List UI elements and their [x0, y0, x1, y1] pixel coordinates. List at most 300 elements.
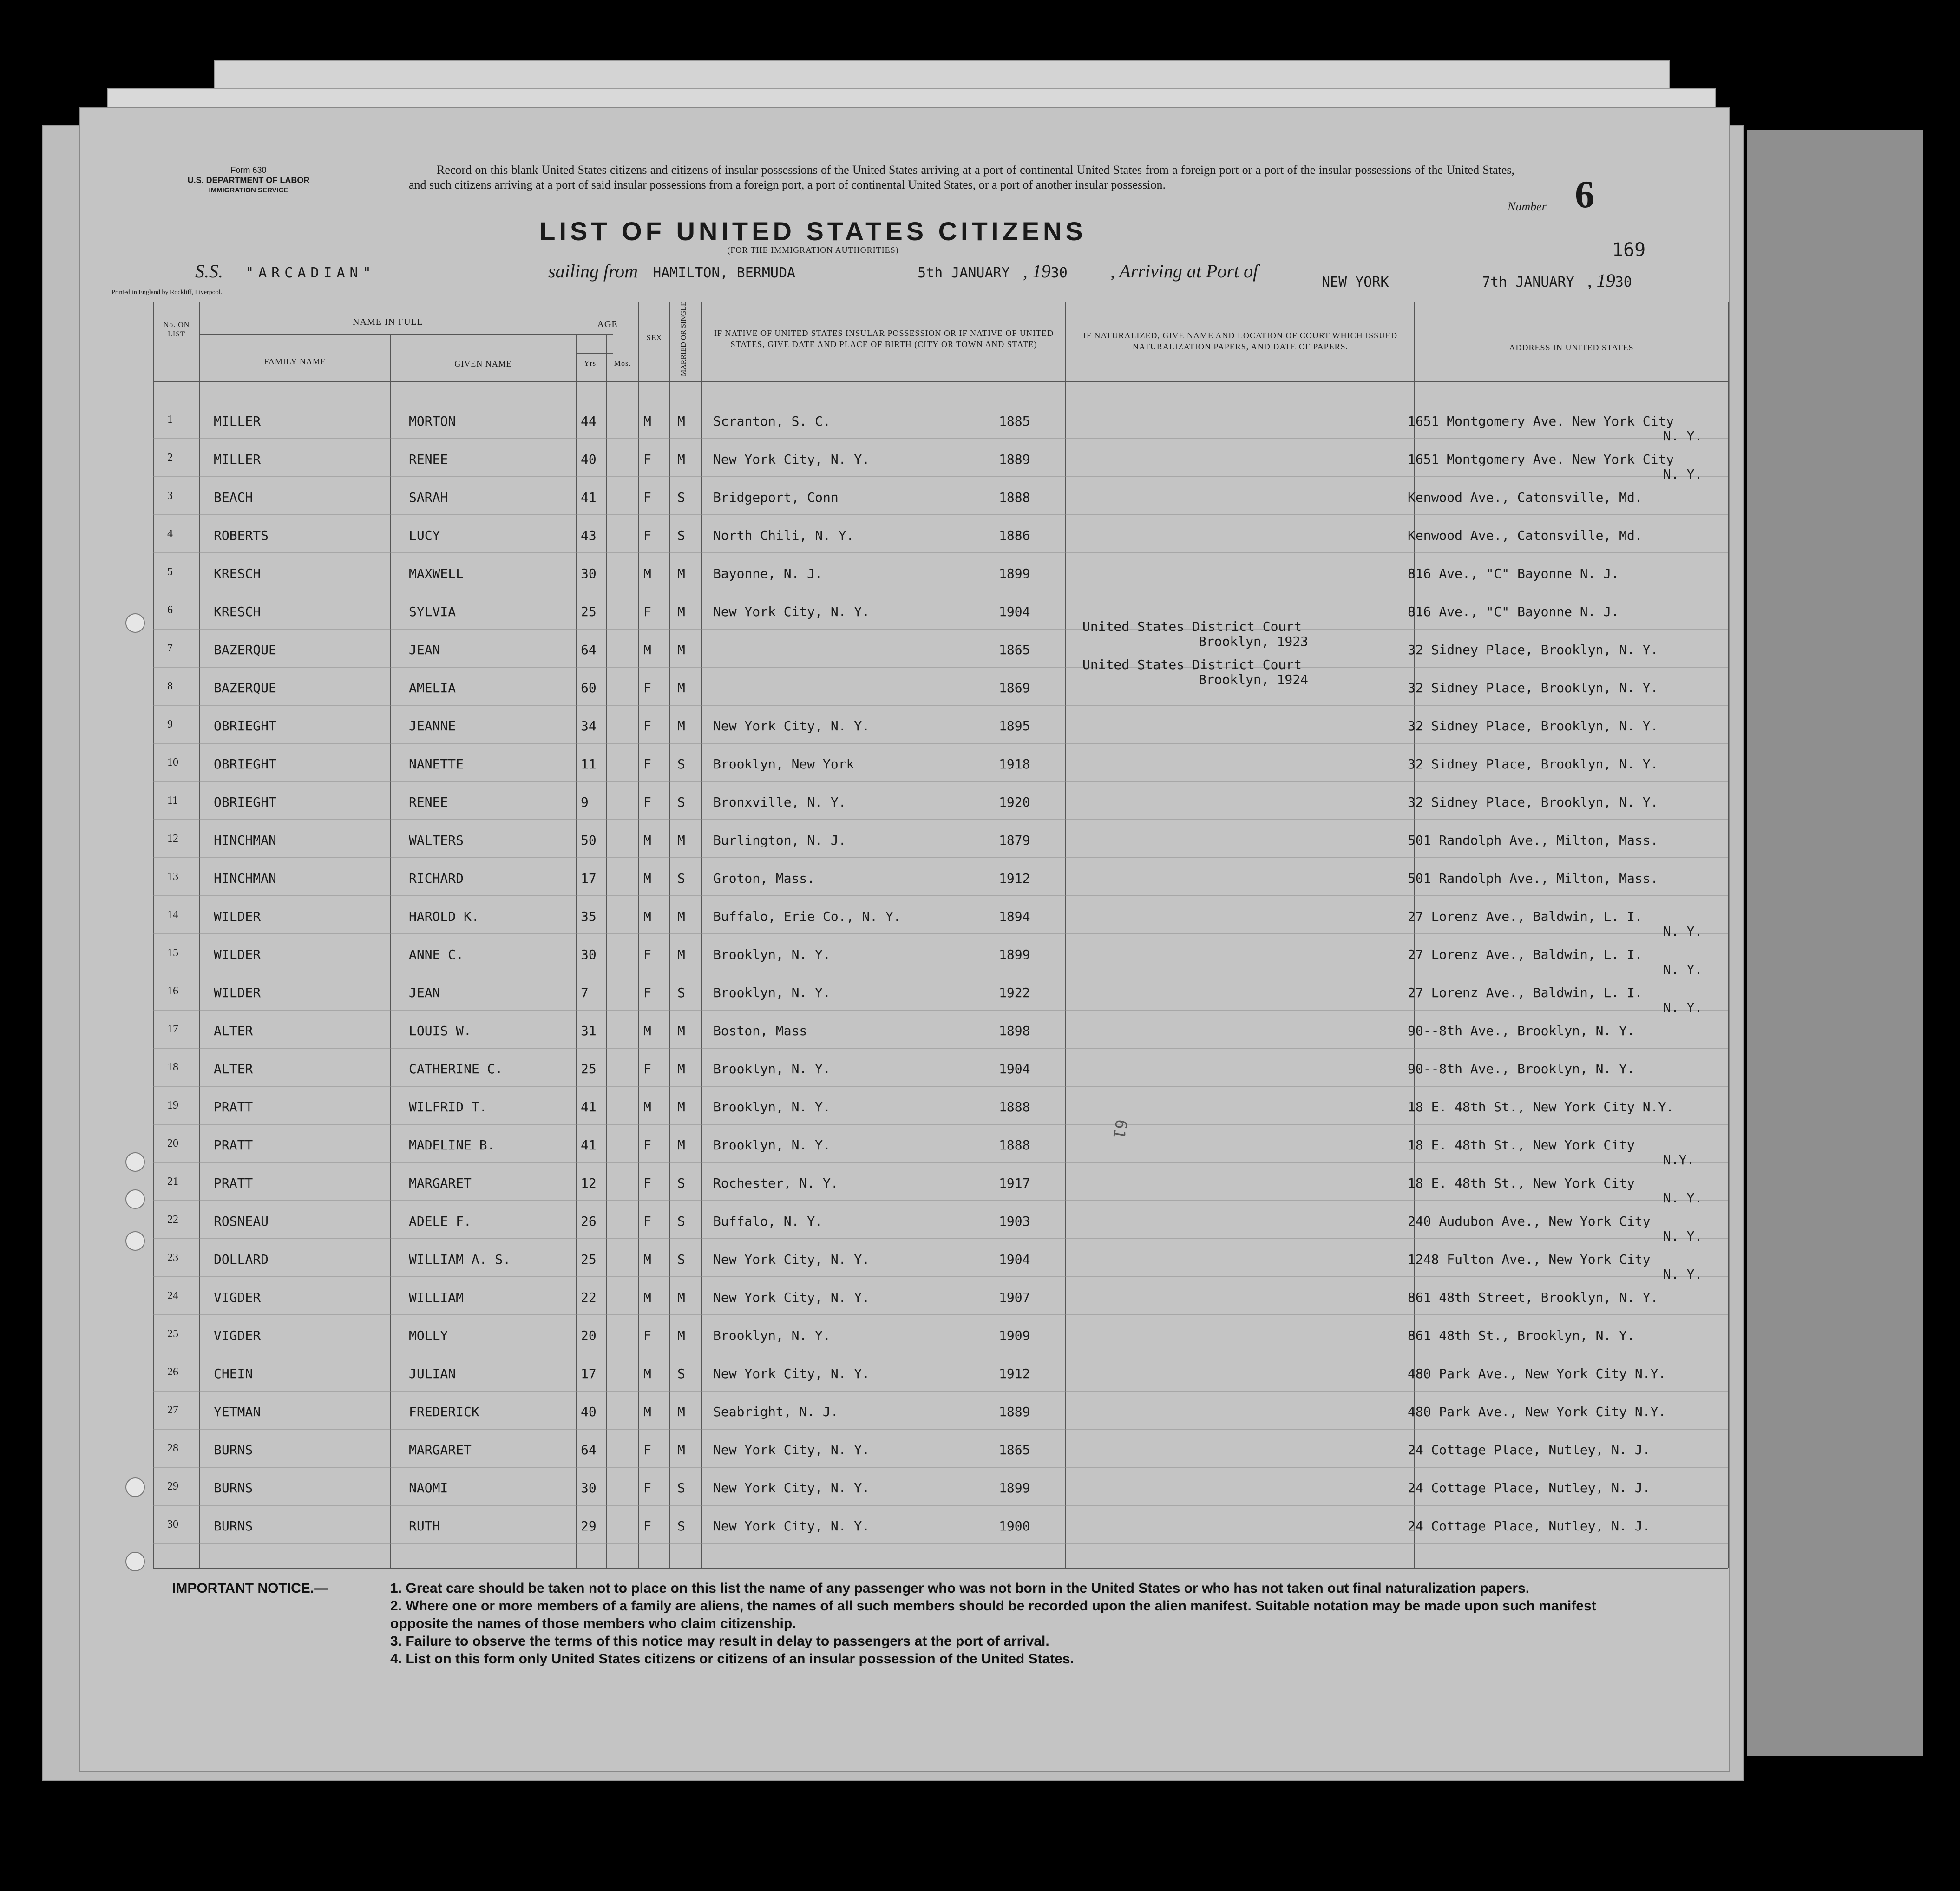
row-number: 9: [167, 718, 173, 730]
sex: M: [643, 833, 651, 848]
age-years: 30: [581, 1480, 597, 1496]
address: 27 Lorenz Ave., Baldwin, L. I.: [1408, 909, 1643, 924]
age-years: 34: [581, 718, 597, 734]
birth-year: 1904: [999, 1061, 1030, 1077]
age-years: 30: [581, 566, 597, 581]
arrival-date: [1482, 269, 1632, 291]
given-name: AMELIA: [409, 680, 456, 696]
birth-place: Groton, Mass.: [713, 871, 815, 886]
birth-year: 1879: [999, 833, 1030, 848]
age-years: 25: [581, 604, 597, 619]
family-name: VIGDER: [214, 1328, 261, 1343]
page-subtitle: (FOR THE IMMIGRATION AUTHORITIES): [727, 245, 899, 255]
given-name: JEANNE: [409, 718, 456, 734]
marital-status: M: [677, 1442, 685, 1458]
col-header-age: AGE: [597, 319, 618, 329]
sailing-from-label: sailing from: [548, 261, 638, 282]
given-name: WILLIAM: [409, 1290, 464, 1305]
row-number: 24: [167, 1290, 178, 1302]
sex: F: [643, 1328, 651, 1343]
row-number: 16: [167, 985, 178, 997]
col-header-married-single: MARRIED OR SINGLE: [680, 302, 688, 376]
birth-place: Brooklyn, N. Y.: [713, 1137, 831, 1153]
sex: M: [643, 642, 651, 657]
age-years: 64: [581, 1442, 597, 1458]
given-name: MOLLY: [409, 1328, 448, 1343]
binder-hole: [125, 1552, 145, 1571]
birth-place: New York City, N. Y.: [713, 1366, 870, 1381]
row-number: 21: [167, 1175, 178, 1188]
marital-status: M: [677, 1137, 685, 1153]
row-number: 2: [167, 452, 173, 464]
given-name: NAOMI: [409, 1480, 448, 1496]
col-header-yrs: Yrs.: [583, 360, 599, 368]
marital-status: S: [677, 1366, 685, 1381]
address: 32 Sidney Place, Brooklyn, N. Y.: [1408, 642, 1658, 657]
marital-status: S: [677, 985, 685, 1000]
address-line-2: N. Y.: [1663, 962, 1703, 977]
address: 480 Park Ave., New York City N.Y.: [1408, 1366, 1666, 1381]
marital-status: M: [677, 1023, 685, 1038]
stamp-mark: 61: [1109, 1118, 1131, 1140]
age-years: 17: [581, 1366, 597, 1381]
marital-status: M: [677, 1404, 685, 1419]
given-name: RENEE: [409, 794, 448, 810]
marital-status: S: [677, 528, 685, 543]
row-number: 11: [167, 794, 178, 807]
birth-year: 1912: [999, 1366, 1030, 1381]
family-name: BAZERQUE: [214, 642, 276, 657]
row-number: 20: [167, 1137, 178, 1149]
arrival-port: NEW YORK: [1322, 274, 1389, 290]
departure-day: 5th JANUARY: [918, 265, 1010, 281]
col-header-given-name: GIVEN NAME: [454, 359, 512, 368]
sex: F: [643, 528, 651, 543]
birth-place: Buffalo, Erie Co., N. Y.: [713, 909, 901, 924]
birth-place: Brooklyn, N. Y.: [713, 1099, 831, 1115]
birth-place: Brooklyn, N. Y.: [713, 985, 831, 1000]
number-value: 6: [1575, 173, 1594, 216]
age-years: 41: [581, 1137, 597, 1153]
notice-item-4: 4. List on this form only United States citizens or citizens of an insular possession of the United States.: [390, 1651, 1074, 1667]
address: 816 Ave., "C" Bayonne N. J.: [1408, 566, 1619, 581]
family-name: WILDER: [214, 947, 261, 962]
address: 32 Sidney Place, Brooklyn, N. Y.: [1408, 718, 1658, 734]
row-number: 8: [167, 680, 173, 692]
age-years: 35: [581, 909, 597, 924]
row-number: 6: [167, 604, 173, 616]
birth-year: 1918: [999, 756, 1030, 772]
row-number: 19: [167, 1099, 178, 1111]
family-name: MILLER: [214, 414, 261, 429]
sex: F: [643, 1518, 651, 1534]
family-name: OBRIEGHT: [214, 718, 276, 734]
row-number: 14: [167, 909, 178, 921]
sex: M: [643, 1366, 651, 1381]
age-years: 29: [581, 1518, 597, 1534]
col-header-family-name: FAMILY NAME: [264, 357, 326, 366]
birth-year: 1909: [999, 1328, 1030, 1343]
sex: F: [643, 1480, 651, 1496]
row-number: 1: [167, 414, 173, 426]
family-name: MILLER: [214, 452, 261, 467]
arrival-year-suffix: 30: [1615, 274, 1632, 290]
address: 18 E. 48th St., New York City N.Y.: [1408, 1099, 1674, 1115]
sex: F: [643, 490, 651, 505]
marital-status: M: [677, 452, 685, 467]
family-name: WILDER: [214, 909, 261, 924]
age-years: 7: [581, 985, 589, 1000]
address: 24 Cottage Place, Nutley, N. J.: [1408, 1442, 1651, 1458]
number-label: Number: [1508, 200, 1547, 213]
address: 1651 Montgomery Ave. New York City: [1408, 452, 1674, 467]
row-number: 25: [167, 1328, 178, 1340]
row-number: 12: [167, 833, 178, 845]
birth-year: 1865: [999, 1442, 1030, 1458]
address: 861 48th Street, Brooklyn, N. Y.: [1408, 1290, 1658, 1305]
birth-year: 1898: [999, 1023, 1030, 1038]
age-years: 40: [581, 1404, 597, 1419]
row-number: 10: [167, 756, 178, 768]
printer-imprint: Printed in England by Rockliff, Liverpool.: [111, 289, 223, 296]
age-years: 22: [581, 1290, 597, 1305]
family-name: KRESCH: [214, 604, 261, 619]
sex: M: [643, 1252, 651, 1267]
marital-status: M: [677, 414, 685, 429]
record-instruction: Record on this blank United States citizens and citizens of insular possessions of the United States arriving at a port of continental United States from a foreign port or a port of the insular possessions of the United States, and such citizens arriving at a port of said insular possessions from a foreign port, a port of continental United States, or a port of another insular possession.: [409, 163, 1514, 191]
departure-year-prefix: , 19: [1023, 261, 1051, 282]
birth-place: Scranton, S. C.: [713, 414, 831, 429]
notice-item-3: 3. Failure to observe the terms of this notice may result in delay to passengers at the port of arrival.: [390, 1634, 1049, 1649]
family-name: YETMAN: [214, 1404, 261, 1419]
address: 32 Sidney Place, Brooklyn, N. Y.: [1408, 756, 1658, 772]
family-name: ALTER: [214, 1061, 253, 1077]
marital-status: S: [677, 871, 685, 886]
age-years: 26: [581, 1214, 597, 1229]
given-name: HAROLD K.: [409, 909, 479, 924]
birth-year: 1899: [999, 947, 1030, 962]
sex: M: [643, 414, 651, 429]
age-years: 9: [581, 794, 589, 810]
family-name: BURNS: [214, 1442, 253, 1458]
age-years: 44: [581, 414, 597, 429]
notice-item-1: 1. Great care should be taken not to place on this list the name of any passenger who was not born in the United States or who has not taken out final naturalization papers.: [390, 1581, 1530, 1596]
given-name: WILFRID T.: [409, 1099, 487, 1115]
birth-place: North Chili, N. Y.: [713, 528, 854, 543]
address: 18 E. 48th St., New York City: [1408, 1175, 1635, 1191]
marital-status: M: [677, 833, 685, 848]
family-name: WILDER: [214, 985, 261, 1000]
form-header: [165, 165, 332, 196]
address: 501 Randolph Ave., Milton, Mass.: [1408, 871, 1658, 886]
birth-place: Seabright, N. J.: [713, 1404, 839, 1419]
given-name: MORTON: [409, 414, 456, 429]
marital-status: M: [677, 680, 685, 696]
address: 816 Ave., "C" Bayonne N. J.: [1408, 604, 1619, 619]
address: 240 Audubon Ave., New York City: [1408, 1214, 1651, 1229]
marital-status: M: [677, 604, 685, 619]
family-name: BAZERQUE: [214, 680, 276, 696]
address: 480 Park Ave., New York City N.Y.: [1408, 1404, 1666, 1419]
given-name: MADELINE B.: [409, 1137, 495, 1153]
birth-year: 1886: [999, 528, 1030, 543]
marital-status: S: [677, 490, 685, 505]
row-number: 5: [167, 566, 173, 578]
birth-year: 1888: [999, 1099, 1030, 1115]
address-line-2: N. Y.: [1663, 924, 1703, 939]
col-header-mos: Mos.: [614, 360, 631, 368]
address: 32 Sidney Place, Brooklyn, N. Y.: [1408, 680, 1658, 696]
birth-year: 1885: [999, 414, 1030, 429]
sex: M: [643, 1404, 651, 1419]
col-header-no-on-list: No. ON LIST: [163, 321, 190, 338]
marital-status: M: [677, 947, 685, 962]
given-name: SYLVIA: [409, 604, 456, 619]
family-name: PRATT: [214, 1175, 253, 1191]
birth-place: Bayonne, N. J.: [713, 566, 823, 581]
age-years: 25: [581, 1252, 597, 1267]
notice-item-2: 2. Where one or more members of a family are aliens, the names of all such members should be recorded upon the alien manifest. Suitable notation may be made upon such manifest opposite the names of those members who claim citizenship.: [390, 1598, 1596, 1631]
birth-year: 1865: [999, 642, 1030, 657]
family-name: ROBERTS: [214, 528, 269, 543]
sex: F: [643, 1175, 651, 1191]
birth-year: 1895: [999, 718, 1030, 734]
page-title: LIST OF UNITED STATES CITIZENS: [539, 217, 1087, 246]
row-number: 13: [167, 871, 178, 883]
given-name: LUCY: [409, 528, 440, 543]
col-header-name-in-full: NAME IN FULL: [353, 317, 423, 327]
birth-place: Bridgeport, Conn: [713, 490, 839, 505]
birth-place: New York City, N. Y.: [713, 1252, 870, 1267]
age-years: 25: [581, 1061, 597, 1077]
binder-hole: [125, 1477, 145, 1497]
address: 32 Sidney Place, Brooklyn, N. Y.: [1408, 794, 1658, 810]
age-years: 30: [581, 947, 597, 962]
marital-status: M: [677, 1290, 685, 1305]
binder-hole: [125, 1231, 145, 1251]
given-name: NANETTE: [409, 756, 464, 772]
age-years: 31: [581, 1023, 597, 1038]
sex: F: [643, 680, 651, 696]
departure-year-suffix: 30: [1050, 265, 1068, 281]
sex: F: [643, 604, 651, 619]
family-name: OBRIEGHT: [214, 756, 276, 772]
sex: F: [643, 1442, 651, 1458]
birth-year: 1907: [999, 1290, 1030, 1305]
col-header-sex: SEX: [646, 334, 662, 342]
notice-items: [390, 1580, 1645, 1668]
age-years: 12: [581, 1175, 597, 1191]
marital-status: S: [677, 756, 685, 772]
departure-date: [918, 260, 1068, 282]
row-number: 7: [167, 642, 173, 654]
given-name: SARAH: [409, 490, 448, 505]
family-name: BEACH: [214, 490, 253, 505]
birth-year: 1888: [999, 490, 1030, 505]
marital-status: M: [677, 1328, 685, 1343]
address: Kenwood Ave., Catonsville, Md.: [1408, 490, 1643, 505]
folder-right-panel: [1747, 130, 1923, 1756]
col-header-birth: IF NATIVE OF UNITED STATES INSULAR POSSESSION OR IF NATIVE OF UNITED STATES, GIVE DATE AND PLACE OF BIRTH (CITY OR TOWN AND STATE): [714, 328, 1054, 349]
sex: F: [643, 794, 651, 810]
age-years: 64: [581, 642, 597, 657]
address-line-2: N. Y.: [1663, 1267, 1703, 1282]
marital-status: M: [677, 566, 685, 581]
birth-place: Buffalo, N. Y.: [713, 1214, 823, 1229]
given-name: MAXWELL: [409, 566, 464, 581]
birth-year: 1900: [999, 1518, 1030, 1534]
naturalization-court: United States District Court: [1082, 619, 1302, 634]
address: 90--8th Ave., Brooklyn, N. Y.: [1408, 1023, 1635, 1038]
sex: F: [643, 1214, 651, 1229]
row-number: 23: [167, 1252, 178, 1264]
marital-status: M: [677, 1061, 685, 1077]
row-number: 18: [167, 1061, 178, 1073]
arrival-year-prefix: , 19: [1587, 270, 1615, 291]
sex: F: [643, 452, 651, 467]
row-number: 4: [167, 528, 173, 540]
row-number: 30: [167, 1518, 178, 1530]
given-name: ANNE C.: [409, 947, 464, 962]
address: 24 Cottage Place, Nutley, N. J.: [1408, 1480, 1651, 1496]
birth-year: 1904: [999, 604, 1030, 619]
sailing-from-group: [548, 260, 795, 282]
birth-year: 1894: [999, 909, 1030, 924]
ss-label: S.S.: [195, 261, 223, 282]
birth-place: New York City, N. Y.: [713, 718, 870, 734]
address: 27 Lorenz Ave., Baldwin, L. I.: [1408, 985, 1643, 1000]
address-line-2: N.Y.: [1663, 1152, 1695, 1168]
family-name: DOLLARD: [214, 1252, 269, 1267]
given-name: MARGARET: [409, 1175, 472, 1191]
address: 24 Cottage Place, Nutley, N. J.: [1408, 1518, 1651, 1534]
birth-place: New York City, N. Y.: [713, 1518, 870, 1534]
ship-name: "ARCADIAN": [245, 265, 376, 281]
given-name: JULIAN: [409, 1366, 456, 1381]
address: 501 Randolph Ave., Milton, Mass.: [1408, 833, 1658, 848]
department-name: U.S. DEPARTMENT OF LABOR: [187, 176, 310, 185]
sex: M: [643, 1290, 651, 1305]
birth-year: 1889: [999, 1404, 1030, 1419]
row-number: 29: [167, 1480, 178, 1492]
age-years: 20: [581, 1328, 597, 1343]
marital-status: S: [677, 1518, 685, 1534]
row-number: 17: [167, 1023, 178, 1035]
sex: M: [643, 566, 651, 581]
birth-place: Boston, Mass: [713, 1023, 807, 1038]
birth-place: New York City, N. Y.: [713, 1290, 870, 1305]
naturalization-court: United States District Court: [1082, 657, 1302, 672]
birth-year: 1869: [999, 680, 1030, 696]
birth-place: Burlington, N. J.: [713, 833, 846, 848]
family-name: ROSNEAU: [214, 1214, 269, 1229]
birth-year: 1920: [999, 794, 1030, 810]
given-name: RICHARD: [409, 871, 464, 886]
sex: F: [643, 1061, 651, 1077]
sex: F: [643, 947, 651, 962]
address: 861 48th St., Brooklyn, N. Y.: [1408, 1328, 1635, 1343]
row-number: 28: [167, 1442, 178, 1454]
sex: M: [643, 909, 651, 924]
given-name: CATHERINE C.: [409, 1061, 503, 1077]
marital-status: M: [677, 718, 685, 734]
given-name: ADELE F.: [409, 1214, 472, 1229]
birth-place: New York City, N. Y.: [713, 604, 870, 619]
family-name: ALTER: [214, 1023, 253, 1038]
arrival-day: 7th JANUARY: [1482, 274, 1574, 290]
row-number: 22: [167, 1214, 178, 1226]
birth-place: Brooklyn, N. Y.: [713, 1328, 831, 1343]
family-name: PRATT: [214, 1137, 253, 1153]
given-name: MARGARET: [409, 1442, 472, 1458]
given-name: LOUIS W.: [409, 1023, 472, 1038]
address: 18 E. 48th St., New York City: [1408, 1137, 1635, 1153]
birth-year: 1922: [999, 985, 1030, 1000]
birth-year: 1912: [999, 871, 1030, 886]
marital-status: S: [677, 1214, 685, 1229]
family-name: PRATT: [214, 1099, 253, 1115]
birth-place: New York City, N. Y.: [713, 1480, 870, 1496]
sex: M: [643, 1099, 651, 1115]
age-years: 41: [581, 1099, 597, 1115]
birth-place: Bronxville, N. Y.: [713, 794, 846, 810]
marital-status: S: [677, 1480, 685, 1496]
birth-year: 1903: [999, 1214, 1030, 1229]
given-name: RUTH: [409, 1518, 440, 1534]
naturalization-court-location: Brooklyn, 1924: [1199, 672, 1309, 687]
birth-place: Rochester, N. Y.: [713, 1175, 839, 1191]
birth-place: Brooklyn, N. Y.: [713, 947, 831, 962]
birth-year: 1917: [999, 1175, 1030, 1191]
family-name: BURNS: [214, 1480, 253, 1496]
given-name: RENEE: [409, 452, 448, 467]
given-name: WALTERS: [409, 833, 464, 848]
col-header-naturalized: IF NATURALIZED, GIVE NAME AND LOCATION OF COURT WHICH ISSUED NATURALIZATION PAPERS, AND DATE OF PAPERS.: [1083, 331, 1398, 351]
family-name: CHEIN: [214, 1366, 253, 1381]
sheet-page-number: 169: [1612, 239, 1646, 261]
address: 1651 Montgomery Ave. New York City: [1408, 414, 1674, 429]
marital-status: S: [677, 794, 685, 810]
address: 90--8th Ave., Brooklyn, N. Y.: [1408, 1061, 1635, 1077]
birth-place: New York City, N. Y.: [713, 1442, 870, 1458]
birth-year: 1899: [999, 566, 1030, 581]
birth-place: New York City, N. Y.: [713, 452, 870, 467]
birth-year: 1889: [999, 452, 1030, 467]
arriving-label: , Arriving at Port of: [1110, 261, 1259, 282]
address-line-2: N. Y.: [1663, 1190, 1703, 1206]
marital-status: M: [677, 1099, 685, 1115]
address: 1248 Fulton Ave., New York City: [1408, 1252, 1651, 1267]
age-years: 41: [581, 490, 597, 505]
family-name: BURNS: [214, 1518, 253, 1534]
row-number: 27: [167, 1404, 178, 1416]
sailing-line: [195, 260, 376, 282]
sex: M: [643, 1023, 651, 1038]
address: 27 Lorenz Ave., Baldwin, L. I.: [1408, 947, 1643, 962]
marital-status: M: [677, 642, 685, 657]
age-years: 43: [581, 528, 597, 543]
sex: F: [643, 985, 651, 1000]
binder-hole: [125, 1189, 145, 1209]
age-years: 17: [581, 871, 597, 886]
notice-lead: IMPORTANT NOTICE.—: [172, 1581, 328, 1596]
birth-year: 1904: [999, 1252, 1030, 1267]
row-number: 26: [167, 1366, 178, 1378]
given-name: FREDERICK: [409, 1404, 479, 1419]
family-name: HINCHMAN: [214, 833, 276, 848]
marital-status: S: [677, 1175, 685, 1191]
service-name: IMMIGRATION SERVICE: [209, 186, 288, 194]
